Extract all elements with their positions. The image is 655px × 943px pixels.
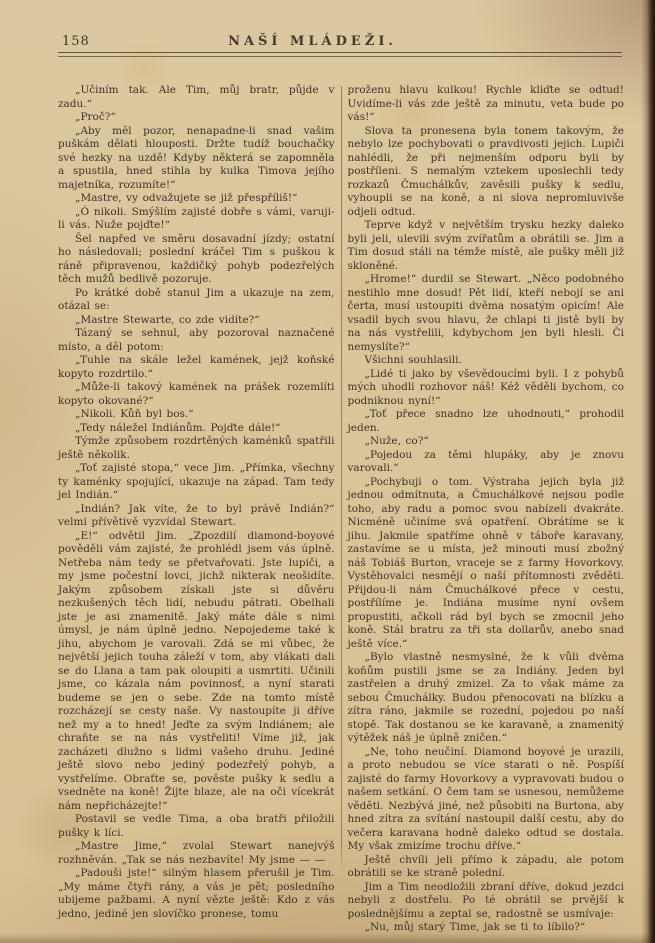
paragraph: „Toť zajisté stopa,“ vece Jim. „Přímka, všechny ty kaménky spojující, ukazuje na západ. Tam tedy jel Indián.“ [58, 462, 335, 501]
header-double-rule [58, 52, 622, 57]
page-bottom-shadow [0, 933, 655, 943]
text-columns [58, 84, 624, 933]
paragraph: „Aby měl pozor, nenapadne-li snad vašim puškám dělati hlouposti. Držte tudíž bouchačky své hezky na uzdě! Kdyby některá se zapomněla a spustila, hned stihla by kulka Timova jejího majetníka, rozumíte!“ [58, 124, 335, 191]
paragraph: „Hrome!“ durdil se Stewart. „Něco podobného nestihlo mne dosud! Pět lidí, kteří nebojí se ani čerta, musí ustoupiti dvěma nosatým opicím! Ale vsadil bych svou hlavu, že chlapi ti jistě byli by na nás vystřelili, kdybychom jen byli hlesli. Či nemyslíte?“ [347, 273, 624, 353]
paragraph: „Pochybuji o tom. Výstraha jejich byla již jednou odmítnuta, a Čmuchálkové nejsou podle toho, aby radu a pomoc svou nabízeli dvakráte. Nicméně učiníme svá opatření. Obrátíme se k jihu. Jakmile spatříme ohně v táboře karavany, zastavíme se u místa, jež minouti musí zbožný náš Tobiáš Burton, vraceje se z farmy Hovorkovy. Vystěhovalci nesmějí o naší přítomnosti zvěděti. Přijdou-li nám Čmuchálkové přece v cestu, postřílíme je. Indiána musíme nyní ovšem propustiti, ačkoli rád byl bych se zmocnil jeho koně. Stál bratru za tři sta dollarův, anebo snad ještě více.“ [347, 475, 624, 650]
paragraph: Jim a Tim neodložili zbraní dříve, dokud jezdci nebyli z dostřelu. Po té obrátil se prvější k poslednějšímu a zeptal se, radostně se usmívaje: [347, 880, 624, 920]
page-title: NAŠÍ MLÁDEŽI. [228, 34, 397, 49]
paragraph: Teprve když v největším trysku hezky daleko byli jeli, ulevili svým zvířatům a obrátili se. Jim a Tim dosud stáli na témže místě, ale pušky měli již skloněné. [347, 219, 624, 272]
paragraph: „Nuže, co?“ [364, 435, 429, 447]
paragraph: „Učiním tak. Ale Tim, můj bratr, půjde v zadu.“ [58, 84, 335, 110]
right-column [347, 84, 625, 933]
paragraph: „Bylo vlastně nesmyslné, že k vůli dvěma koňům pustili jsme se za Indiány. Jeden byl zastřelen a druhý zmizel. Za to však máme za sebou Čmuchálky. Budou přenocovati na blízku a zítra ráno, jakmile se rozední, pojedou po naší stopě. Tak dostanou se ke karavaně, a znamenitý výtěžek náš je úplně zničen.“ [347, 651, 624, 744]
paragraph: „Mastre Jime,“ zvolal Stewart nanejvýš rozhněván. „Tak se nás nezbavíte! My jsme — — [58, 840, 335, 866]
column-divider-rule [341, 86, 342, 871]
paragraph: „Lidé ti jako by vševědoucími byli. I z pohybů mých uhodli rozhovor náš! Kéž věděli bychom, co podniknou nyní!“ [347, 367, 624, 407]
paragraph: „Nu, můj starý Time, jak se ti to líbilo?“ [364, 921, 586, 933]
paragraph: Všichni souhlasili. [364, 354, 462, 366]
paragraph: „Proč?“ [75, 111, 116, 123]
paragraph: „Může-li takový kamének na prášek rozemlíti kopyto okované?“ [58, 381, 335, 407]
paragraph: „Padouši jste!“ silným hlasem přerušil je Tim. „My máme čtyři rány, a vás je pět; posledního ubijeme pažbami. A nyní vězte ještě: Kdo z vás jedno, jediné jen slovíčko pronese, tomu [58, 867, 335, 920]
paragraph: Tázaný se sehnul, aby pozoroval naznačené místo, a děl potom: [58, 327, 335, 353]
paragraph: „Indián? Jak víte, že to byl právě Indián?“ velmi přívětivě vyzvídal Stewart. [58, 502, 335, 528]
paragraph: proženu hlavu kulkou! Rychle kliďte se odtud! Uvidíme-li vás zde ještě za minutu, veta bude po vás!“ [347, 84, 624, 123]
paragraph: „Nikoli. Kůň byl bos.“ [75, 408, 194, 420]
paragraph: „Tuhle na skále ležel kamének, jejž koňské kopyto rozdrtilo.“ [58, 354, 335, 380]
paragraph: „Mastre Stewarte, co zde vidíte?“ [75, 313, 260, 326]
paragraph: „Mastre, vy odvažujete se již přespříliš!“ [75, 192, 298, 204]
paragraph: Po krátké době stanul Jim a ukazuje na zem, otázal se: [58, 286, 335, 312]
paragraph: „E!“ odvětil Jim. „Zpozdilí diamond-boyové pověděli vám zajisté, že prohlédl jsem vás úplně. Netřeba nám tedy se přetvařovati. Jste lupiči, a my jsme počestní lovci, jichž nikterak neošidíte. Jakým způsobem získali jste si důvěru nezkušených těch lidí, nebudu pátrati. Obelhali jste je asi znamenitě. Jaký máte dále s nimi úmysl, je nám úplně jedno. Nepojedeme také k jihu, abychom je varovali. Zdá se mi vůbec, že největší jejich touha záleží v tom, aby vlákati dali se do Llana a tam pak oloupiti a usmrtiti. Učinili jsme, co kázala nám povinnosť, a nyní starati budeme se jen o sebe. Zde na tomto místě rozcházejí se cesty naše. Vy nastoupíte ji dříve než my a to hned! Jeďte za svým Indiánem; ale chraňte se na nás vystřeliti! Víme již, jak zacházeti dlužno s lidmi vašeho druhu. Jediné ještě slovo nebo jediný podezřelý pohyb, a vystřelíme. Obraťte se, pověste pušky k sedlu a vsedněte na koně! Žijte blaze, ale na oči vícekrát nám nepřicházejte!“ [58, 529, 335, 812]
paragraph: „Ó nikoli. Smýšlím zajisté dobře s vámi, varuji-li vás. Nuže pojďte!“ [58, 205, 335, 231]
page-number: 158 [62, 34, 90, 49]
book-edge-shadow [641, 0, 655, 943]
paragraph: „Pojedou za těmi hlupáky, aby je znovu varovali.“ [347, 448, 624, 474]
left-column [58, 84, 335, 923]
paragraph: „Tedy náležel Indiánům. Pojďte dále!“ [75, 421, 281, 434]
paragraph: Týmže způsobem rozdrtěných kaménků spatřili ještě několik. [58, 435, 335, 461]
paragraph: Ještě chvíli jeli přímo k západu, ale potom obrátili se ke straně polední. [347, 853, 624, 879]
paragraph: Slova ta pronesena byla tonem takovým, že nebylo lze pochybovati o pravdivosti jejich. Lupiči nahlédli, že při nejmenším odporu byli by postříleni. S nemalým vztekem uposlechli tedy rozkazů Čmuchálkův, zavěsili pušky k sedlu, vyhoupli se na koně, a ni slova nepromluvivše odjeli odtud. [347, 124, 624, 218]
paragraph: „Toť přece snadno lze uhodnouti,“ prohodil jeden. [347, 408, 624, 434]
paragraph: „Ne, toho neučiní. Diamond boyové je urazili, a proto nebudou se více starati o ně. Pospíší zajisté do farmy Hovorkovy a vypravovati budou o našem setkání. O čem tam se usnesou, nemůžeme věděti. Nezbývá jiné, než působiti na Burtona, aby hned zítra za svítání nastoupil další cestu, aby do večera karavana hodně daleko odtud se dostala. My však zmizíme trochu dříve.“ [347, 745, 624, 852]
paragraph: Postavil se vedle Tima, a oba bratři přiložili pušky k líci. [58, 813, 335, 839]
paragraph: Šel napřed ve směru dosavadní jízdy; ostatní ho následovali; poslední kráčel Tim s puškou k ráně připravenou, každičký pohyb podezřelých těch mužů bedlivě pozoruje. [58, 232, 335, 285]
